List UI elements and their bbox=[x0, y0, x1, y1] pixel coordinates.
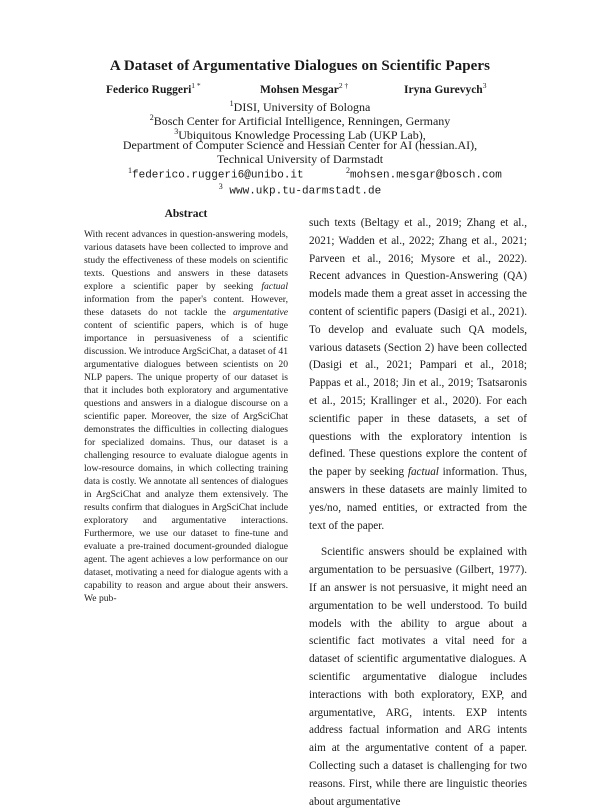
website-number: 3 bbox=[218, 182, 223, 191]
author-1-mark: 1 * bbox=[191, 81, 201, 90]
abstract-heading: Abstract bbox=[164, 208, 208, 220]
affiliation-3-line-2: Department of Computer Science and Hessian Center for AI (hessian.AI), bbox=[122, 138, 478, 152]
affiliation-3-number: 3 bbox=[174, 127, 179, 136]
abstract-emphasis-2: argumentative bbox=[232, 307, 288, 318]
author-1-name: Federico Ruggeri bbox=[106, 83, 192, 96]
affiliation-3-text: Ubiquitous Knowledge Processing Lab (UKP Lab), bbox=[178, 128, 426, 142]
author-2-mark: 2 † bbox=[338, 81, 349, 90]
paper-title: A Dataset of Argumentative Dialogues on Scientific Papers bbox=[109, 58, 491, 74]
intro-paragraph-1-text-b: information. Thus, answers in these datasets are mainly limited to yes/no, named entities, or extracted from the text of the paper. bbox=[309, 466, 527, 532]
author-2-name: Mohsen Mesgar bbox=[260, 83, 339, 96]
abstract-body bbox=[84, 228, 288, 605]
abstract-text-1: With recent advances in question-answering models, various datasets have been collected to improve and study the effectiveness of these models on scientific texts. Questions and answers in these datasets explore a scientific paper by seeking bbox=[84, 229, 288, 292]
abstract-text-3: content of scientific papers, which is of huge importance in persuasiveness of a scientific discussion. We introduce ArgSciChat, a dataset of 41 argumentative dialogues between scientists on 20 NLP papers. The unique property of our dataset is that it includes both exploratory and argumentative questions and answers in a dialogue discourse on a scientific paper. Moreover, the size of ArgSciChat demonstrates the difficulties in collecting dialogues for specialized domains. Thus, our dataset is a challenging resource to evaluate dialogue agents in low-resource domains, in which collecting training data is costly. We annotate all sentences of dialogues in ArgSciChat and analyze them extensively. The results confirm that dialogues in ArgSciChat include exploratory and argumentative interactions. Furthermore, we use our dataset to fine-tune and evaluate a pre-trained document-grounded dialogue agent. The agent achieves a low performance on our dataset, motivating a need for dialogue agents with a capability to reason and argue about their answers. We pub- bbox=[84, 320, 288, 604]
abstract-text-2: information from the paper's content. However, these datasets do not tackle the bbox=[84, 294, 288, 318]
intro-paragraph-1-text-a: such texts (Beltagy et al., 2019; Zhang et al., 2021; Wadden et al., 2022; Zhang et al., 2021; Parveen et al., 2016; Mysore et al., 2022). Recent advances in Question-Answering (QA) models made them a great asset in accessing the content of scientific papers (Dasigi et al., 2021). To develop and evaluate such QA models, various datasets (Section 2) have been collected (Dasigi et al., 2021; Pampari et al., 2018; Pappas et al., 2018; Jin et al., 2019; Tsatsaronis et al., 2015; Krallinger et al., 2020). For each scientific paper in these datasets, a set of questions with the exploratory intention is defined. These questions explore the content of the paper by seeking bbox=[309, 217, 527, 479]
email-2[interactable] bbox=[346, 166, 502, 182]
author-line bbox=[0, 81, 600, 97]
website-link[interactable] bbox=[0, 182, 600, 198]
email-1-text: federico.ruggeri6@unibo.it bbox=[132, 169, 304, 182]
author-2 bbox=[260, 81, 348, 96]
author-1 bbox=[106, 81, 201, 96]
website-text: www.ukp.tu-darmstadt.de bbox=[229, 185, 382, 198]
affiliation-1-number: 1 bbox=[229, 99, 234, 108]
intro-paragraph-2: Scientific answers should be explained with argumentation to be persuasive (Gilbert, 1977). If an answer is not persuasive, it might need an argumentation to be well understood. To build models with the ability to argue about a scientific fact motivates a vital need for a dataset of scientific argumentative dialogues. A scientific argumentative dialogue includes interactions with both exploratory, EXP, and argumentative, ARG, intents. EXP intents address factual information and ARG intents aim at the argumentative content of a paper. Collecting such a dataset is challenging for two reasons. First, while there are linguistic theories about argumentative bbox=[309, 546, 527, 808]
affiliation-1-text: DISI, University of Bologna bbox=[233, 100, 371, 114]
intro-paragraph-1-emphasis: factual bbox=[407, 466, 439, 479]
intro-paragraph-1 bbox=[309, 215, 527, 535]
abstract-emphasis-1: factual bbox=[261, 281, 288, 292]
email-1-number: 1 bbox=[128, 166, 132, 175]
email-1[interactable] bbox=[128, 166, 304, 182]
affiliation-3-line-3: Technical University of Darmstadt bbox=[216, 152, 384, 166]
introduction-column bbox=[309, 215, 527, 811]
author-3-name: Iryna Gurevych bbox=[404, 83, 483, 96]
email-2-text: mohsen.mesgar@bosch.com bbox=[350, 169, 502, 182]
author-3 bbox=[404, 81, 486, 96]
affiliation-2-text: Bosch Center for Artificial Intelligence, Renningen, Germany bbox=[153, 114, 451, 128]
affiliation-2-number: 2 bbox=[149, 113, 154, 122]
email-line bbox=[0, 166, 600, 182]
author-3-mark: 3 bbox=[482, 81, 487, 90]
email-2-number: 2 bbox=[346, 166, 350, 175]
